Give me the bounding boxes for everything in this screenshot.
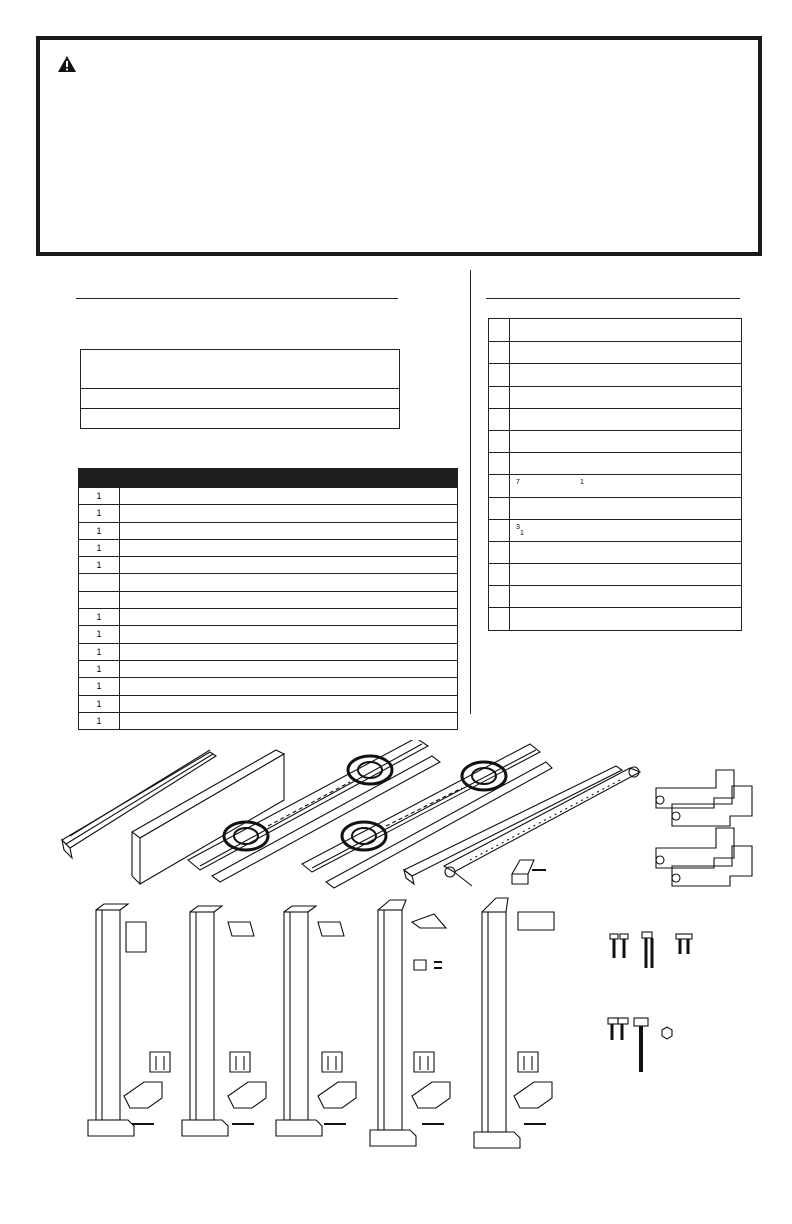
table-row [489, 452, 741, 474]
description-cell [510, 475, 741, 496]
item-number-cell [489, 498, 510, 519]
description-cell [510, 542, 741, 563]
description-cell [120, 609, 457, 625]
description-cell [510, 387, 741, 408]
table-row [81, 388, 399, 408]
table-row [79, 591, 457, 608]
description-cell [120, 540, 457, 556]
description-cell [120, 592, 457, 608]
description-cell [510, 364, 741, 385]
contents-summary-table [80, 349, 400, 429]
table-row [489, 386, 741, 408]
qty-cell: 1 [79, 678, 120, 694]
description-cell [120, 713, 457, 729]
qty-cell [79, 592, 120, 608]
qty-cell: 1 [79, 557, 120, 573]
hex-nut-icon [662, 1027, 672, 1039]
item-number-cell [489, 520, 510, 541]
table-row [489, 430, 741, 452]
table-row [79, 522, 457, 539]
header-bracket-icon [656, 770, 752, 886]
parts-table-header [79, 469, 457, 487]
description-cell [120, 505, 457, 521]
item-number-cell [489, 431, 510, 452]
item-number-cell [489, 319, 510, 341]
table-row [79, 625, 457, 642]
item-number-cell [489, 409, 510, 430]
table-row [79, 677, 457, 694]
table-row [489, 341, 741, 363]
table-row [489, 541, 741, 563]
fraction-fragment: 3 [516, 523, 520, 531]
qty-cell: 1 [79, 626, 120, 642]
description-cell [120, 696, 457, 712]
parts-list-table [78, 468, 458, 730]
qty-cell: 1 [79, 661, 120, 677]
table-row [489, 408, 741, 430]
item-number-cell [489, 475, 510, 496]
item-number-cell [489, 387, 510, 408]
description-cell [120, 488, 457, 504]
table-row [489, 474, 741, 496]
parts-illustration [0, 740, 792, 1160]
description-cell [510, 453, 741, 474]
warning-triangle-icon [58, 56, 76, 72]
table-row [79, 573, 457, 590]
item-number-cell [489, 453, 510, 474]
description-cell [510, 608, 741, 629]
description-cell [510, 409, 741, 430]
description-cell [120, 557, 457, 573]
description-cell [120, 574, 457, 590]
table-row [489, 497, 741, 519]
spring-clip-icon [512, 860, 546, 884]
table-row [79, 695, 457, 712]
table-row [79, 539, 457, 556]
description-cell [510, 319, 741, 341]
table-row [79, 660, 457, 677]
fraction-fragment: 7 [516, 479, 520, 487]
qty-cell: 1 [79, 696, 120, 712]
item-number-cell [489, 342, 510, 363]
column-divider [470, 270, 471, 714]
table-row [81, 408, 399, 428]
bolt-icon [608, 932, 692, 1072]
fraction-fragment: 1 [580, 479, 584, 487]
table-row [489, 607, 741, 629]
item-number-cell [489, 564, 510, 585]
table-row [489, 363, 741, 385]
description-cell [120, 678, 457, 694]
description-cell [510, 520, 741, 541]
cover-channel-icon [132, 750, 284, 884]
table-row [81, 350, 399, 388]
fraction-fragment: 1 [520, 529, 524, 537]
description-cell [120, 626, 457, 642]
description-cell [510, 498, 741, 519]
table-row [489, 585, 741, 607]
description-cell [120, 523, 457, 539]
qty-cell: 1 [79, 644, 120, 660]
description-cell [120, 644, 457, 660]
table-row [79, 556, 457, 573]
description-cell [510, 564, 741, 585]
description-cell [510, 342, 741, 363]
support-post-icon [88, 898, 554, 1148]
qty-cell: 1 [79, 540, 120, 556]
hardware-list-table [488, 318, 742, 631]
qty-cell: 1 [79, 713, 120, 729]
warning-box [36, 36, 762, 256]
qty-cell: 1 [79, 488, 120, 504]
qty-cell [79, 574, 120, 590]
table-row [79, 504, 457, 521]
qty-cell: 1 [79, 505, 120, 521]
table-row [79, 487, 457, 504]
table-row [489, 319, 741, 341]
item-number-cell [489, 586, 510, 607]
description-cell [510, 431, 741, 452]
angle-bracket-icon [444, 767, 640, 886]
right-section-rule [486, 298, 740, 299]
qty-cell: 1 [79, 523, 120, 539]
table-row [489, 519, 741, 541]
left-section-rule [76, 298, 398, 299]
table-row [79, 712, 457, 729]
table-row [79, 643, 457, 660]
qty-cell: 1 [79, 609, 120, 625]
table-row [79, 608, 457, 625]
item-number-cell [489, 542, 510, 563]
description-cell [510, 586, 741, 607]
item-number-cell [489, 608, 510, 629]
table-row [489, 563, 741, 585]
item-number-cell [489, 364, 510, 385]
description-cell [120, 661, 457, 677]
